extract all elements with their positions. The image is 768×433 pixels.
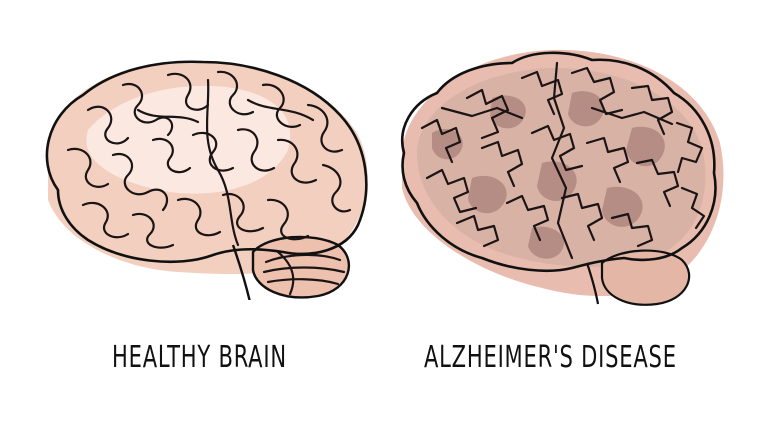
alzheimers-brain-illustration <box>382 38 732 308</box>
healthy-brain-illustration <box>28 40 378 300</box>
alzheimers-disease-caption: ALZHEIMER'S DISEASE <box>424 340 677 375</box>
healthy-brain-caption: HEALTHY BRAIN <box>112 340 287 375</box>
